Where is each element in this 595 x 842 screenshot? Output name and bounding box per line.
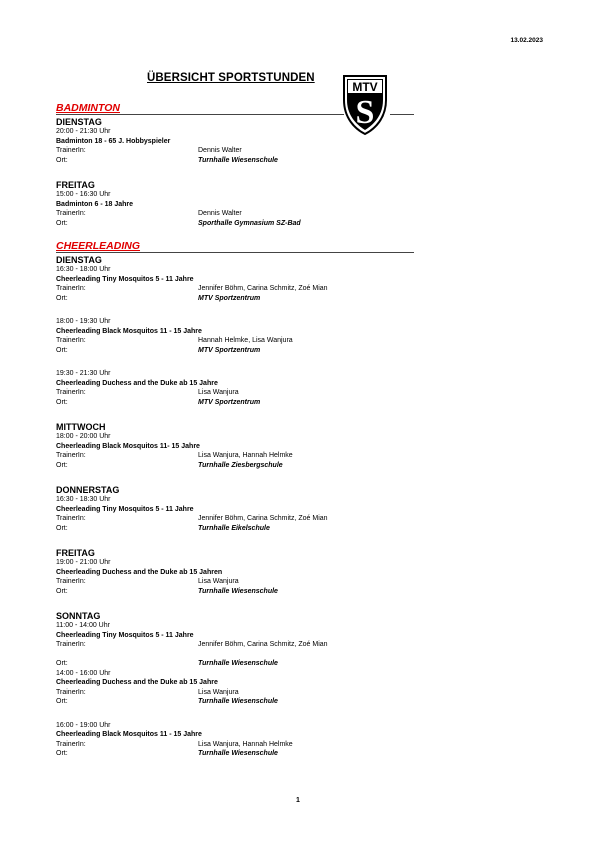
- trainer-value: Hannah Helmke, Lisa Wanjura: [198, 337, 293, 344]
- session-group: Cheerleading Tiny Mosquitos 5 - 11 Jahre: [56, 631, 194, 639]
- session-time: 16:30 - 18:30 Uhr: [56, 496, 111, 503]
- location-value: MTV Sportzentrum: [198, 346, 261, 354]
- location-value: Turnhalle Wiesenschule: [198, 750, 278, 757]
- session-group: Cheerleading Black Mosquitos 11 - 15 Jahre: [56, 327, 202, 335]
- location-value: Turnhalle Ziesbergschule: [198, 461, 283, 469]
- trainer-value: Dennis Walter: [198, 147, 242, 154]
- location-value: MTV Sportzentrum: [198, 294, 261, 302]
- trainer-value: Lisa Wanjura: [198, 389, 239, 396]
- day-heading: DONNERSTAG: [56, 485, 120, 495]
- session-group: Badminton 6 - 18 Jahre: [56, 200, 134, 208]
- trainer-row: [56, 284, 414, 294]
- svg-text:MTV: MTV: [352, 80, 378, 94]
- session-group: Cheerleading Tiny Mosquitos 5 - 11 Jahre: [56, 275, 194, 283]
- trainer-label: TrainerIn:: [56, 578, 86, 585]
- trainer-value: Lisa Wanjura, Hannah Helmke: [198, 452, 293, 459]
- location-label: Ort:: [56, 219, 68, 227]
- trainer-value: Jennifer Böhm, Carina Schmitz, Zoé Mian: [198, 515, 328, 522]
- session-group: Cheerleading Tiny Mosquitos 5 - 11 Jahre: [56, 505, 194, 513]
- location-label: Ort:: [56, 698, 68, 705]
- trainer-value: Dennis Walter: [198, 210, 242, 217]
- location-label: Ort:: [56, 461, 68, 469]
- page-title: ÜBERSICHT SPORTSTUNDEN: [147, 72, 315, 84]
- trainer-row: [56, 688, 414, 698]
- trainer-label: TrainerIn:: [56, 515, 86, 522]
- trainer-label: TrainerIn:: [56, 337, 86, 344]
- session-time: 11:00 - 14:00 Uhr: [56, 622, 110, 629]
- trainer-label: TrainerIn:: [56, 452, 86, 459]
- location-row: [56, 659, 414, 669]
- session-group: Cheerleading Black Mosquitos 11 - 15 Jahre: [56, 731, 202, 738]
- trainer-row: [56, 451, 414, 461]
- session-time: 20:00 - 21:30 Uhr: [56, 128, 111, 135]
- trainer-value: Jennifer Böhm, Carina Schmitz, Zoé Mian: [198, 285, 328, 292]
- trainer-value: Lisa Wanjura, Hannah Helmke: [198, 740, 293, 748]
- page-number: 1: [296, 797, 300, 804]
- location-row: [56, 697, 414, 707]
- location-row: [56, 749, 414, 759]
- location-value: Turnhalle Wiesenschule: [198, 660, 278, 667]
- trainer-label: TrainerIn:: [56, 285, 86, 292]
- location-label: Ort:: [56, 587, 68, 595]
- location-row: [56, 156, 414, 166]
- session-gap: [56, 707, 414, 721]
- session-time: 16:30 - 18:00 Uhr: [56, 266, 111, 273]
- location-value: Sporthalle Gymnasium SZ-Bad: [198, 219, 301, 227]
- trainer-label: TrainerIn:: [56, 740, 86, 748]
- trainer-value: Jennifer Böhm, Carina Schmitz, Zoé Mian: [198, 641, 328, 648]
- location-row: [56, 461, 414, 471]
- location-label: Ort:: [56, 398, 68, 406]
- location-value: Turnhalle Wiesenschule: [198, 698, 278, 705]
- day-heading: FREITAG: [56, 180, 95, 190]
- trainer-label: TrainerIn:: [56, 641, 86, 648]
- location-value: Turnhalle Eikelschule: [198, 524, 270, 532]
- trainer-row: [56, 577, 414, 587]
- location-value: MTV Sportzentrum: [198, 398, 261, 406]
- trainer-row: [56, 740, 414, 750]
- blank-line: [56, 650, 414, 660]
- trainer-row: [56, 336, 414, 346]
- category-heading: BADMINTON: [56, 102, 344, 115]
- svg-text:S: S: [355, 94, 375, 131]
- trainer-label: TrainerIn:: [56, 147, 86, 154]
- session-gap: [56, 303, 414, 317]
- session-time: 16:00 - 19:00 Uhr: [56, 721, 111, 729]
- session-group: Cheerleading Duchess and the Duke ab 15 Jahre: [56, 379, 218, 387]
- location-label: Ort:: [56, 524, 68, 532]
- trainer-row: [56, 209, 414, 219]
- session-time: 18:00 - 20:00 Uhr: [56, 433, 111, 440]
- location-row: [56, 294, 414, 304]
- location-label: Ort:: [56, 156, 68, 164]
- location-label: Ort:: [56, 346, 68, 354]
- day-heading: MITTWOCH: [56, 422, 106, 432]
- trainer-label: TrainerIn:: [56, 389, 86, 396]
- location-value: Turnhalle Wiesenschule: [198, 156, 278, 164]
- location-row: [56, 524, 414, 534]
- day-heading: DIENSTAG: [56, 117, 102, 127]
- session-time: 18:00 - 19:30 Uhr: [56, 318, 111, 325]
- document-date: 13.02.2023: [510, 37, 543, 44]
- session-group: Cheerleading Duchess and the Duke ab 15 Jahren: [56, 568, 223, 576]
- location-row: [56, 346, 414, 356]
- session-gap: [56, 355, 414, 369]
- session-group: Badminton 18 - 65 J. Hobbyspieler: [56, 137, 171, 145]
- location-label: Ort:: [56, 750, 68, 757]
- trainer-label: TrainerIn:: [56, 688, 86, 696]
- schedule: [56, 102, 414, 759]
- session-time: 19:30 - 21:30 Uhr: [56, 370, 111, 377]
- trainer-row: [56, 146, 414, 156]
- trainer-row: [56, 514, 414, 524]
- trainer-value: Lisa Wanjura: [198, 578, 239, 585]
- day-heading: DIENSTAG: [56, 255, 102, 265]
- location-row: [56, 398, 414, 408]
- trainer-row: [56, 388, 414, 398]
- trainer-value: Lisa Wanjura: [198, 688, 239, 696]
- day-heading: FREITAG: [56, 548, 95, 558]
- session-group: Cheerleading Black Mosquitos 11- 15 Jahre: [56, 442, 200, 450]
- location-label: Ort:: [56, 294, 68, 302]
- trainer-row: [56, 640, 414, 650]
- location-row: [56, 219, 414, 229]
- location-label: Ort:: [56, 660, 68, 667]
- session-time: 19:00 - 21:00 Uhr: [56, 559, 111, 566]
- session-time: 15:00 - 16:30 Uhr: [56, 191, 111, 198]
- day-heading: SONNTAG: [56, 611, 101, 621]
- trainer-label: TrainerIn:: [56, 210, 86, 217]
- session-group: Cheerleading Duchess and the Duke ab 15 Jahre: [56, 679, 218, 686]
- location-value: Turnhalle Wiesenschule: [198, 587, 278, 595]
- location-row: [56, 587, 414, 597]
- category-heading: CHEERLEADING: [56, 240, 414, 253]
- session-time: 14:00 - 16:00 Uhr: [56, 669, 111, 677]
